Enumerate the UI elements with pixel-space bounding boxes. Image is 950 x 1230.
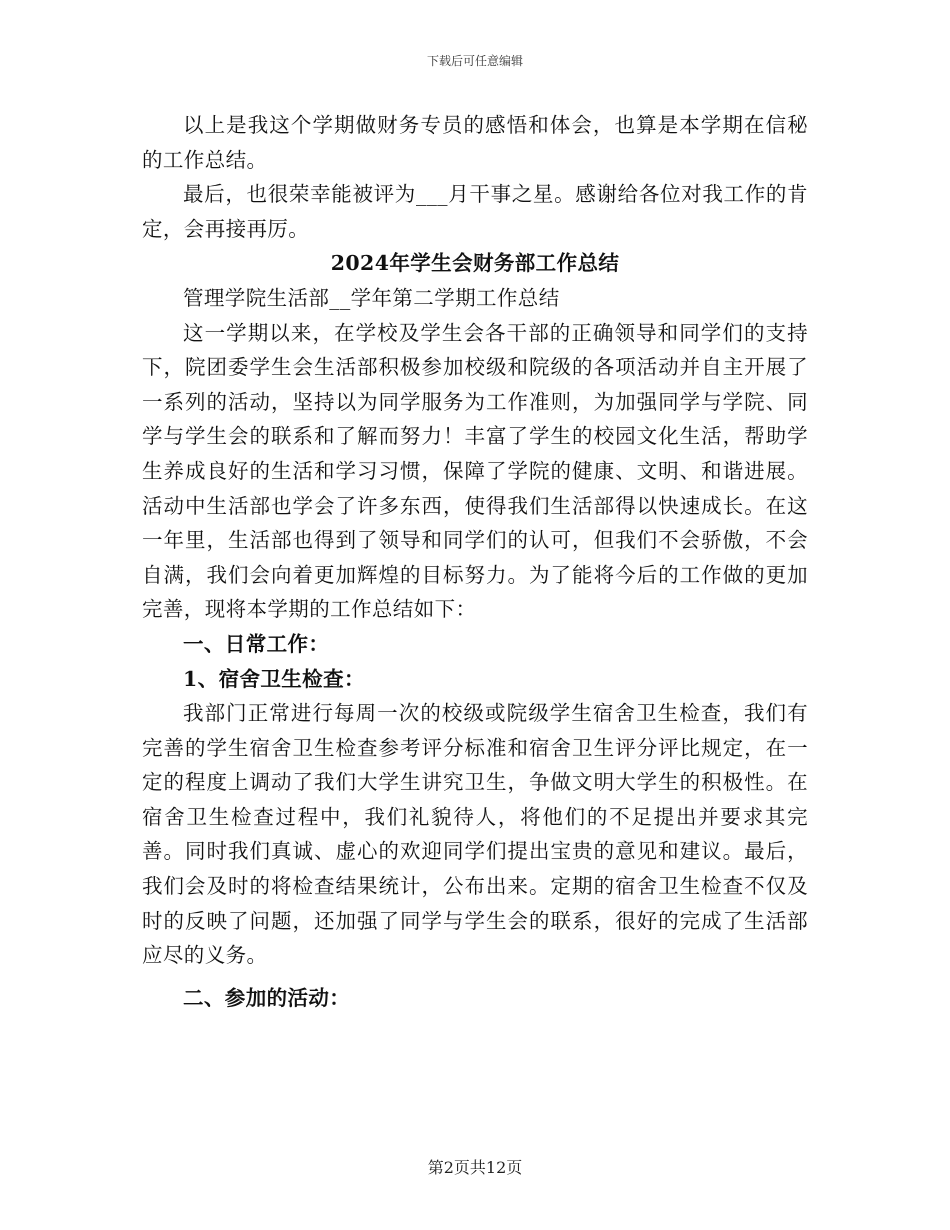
document-body: [142, 108, 808, 1015]
document-title: 2024年学生会财务部工作总结: [330, 251, 620, 276]
paragraph-reflection: 以上是我这个学期做财务专员的感悟和体会，也算是本学期在信秘的工作总结。: [142, 113, 808, 172]
subsection-heading-dorm-check: 1、宿舍卫生检查：: [183, 666, 365, 691]
paragraph-closing: 最后，也很荣幸能被评为___月干事之星。感谢给各位对我工作的肯定，会再接再厉。: [142, 182, 808, 241]
section-heading-activities: 二、参加的活动：: [183, 985, 351, 1010]
paragraph-intro: 这一学期以来，在学校及学生会各干部的正确领导和同学们的支持下，院团委学生会生活部积极参加校级和院级的各项活动并自主开展了一系列的活动，坚持以为同学服务为工作准则，为加强同学与学院、同学与学生会的联系和了解而努力！丰富了学生的校园文化生活，帮助学生养成良好的生活和学习习惯，保障了学院的健康、文明、和谐进展。活动中生活部也学会了许多东西，使得我们生活部得以快速成长。在这一年里，生活部也得到了领导和同学们的认可，但我们不会骄傲，不会自满，我们会向着更加辉煌的目标努力。为了能将今后的工作做的更加完善，现将本学期的工作总结如下：: [142, 320, 808, 622]
header-note: 下载后可任意编辑: [426, 54, 523, 68]
document-subtitle: 管理学院生活部__学年第二学期工作总结: [183, 285, 560, 310]
page-number: 第2页共12页: [427, 1158, 523, 1177]
paragraph-dorm-check: 我部门正常进行每周一次的校级或院级学生宿舍卫生检查，我们有完善的学生宿舍卫生检查参考评分标准和宿舍卫生评分评比规定，在一定的程度上调动了我们大学生讲究卫生，争做文明大学生的积极性。在宿舍卫生检查过程中，我们礼貌待人，将他们的不足提出并要求其完善。同时我们真诚、虚心的欢迎同学们提出宝贵的意见和建议。最后，我们会及时的将检查结果统计，公布出来。定期的宿舍卫生检查不仅及时的反映了问题，还加强了同学与学生会的联系，很好的完成了生活部应尽的义务。: [142, 701, 808, 968]
section-heading-daily-work: 一、日常工作：: [183, 631, 330, 656]
spacer: [142, 973, 808, 981]
